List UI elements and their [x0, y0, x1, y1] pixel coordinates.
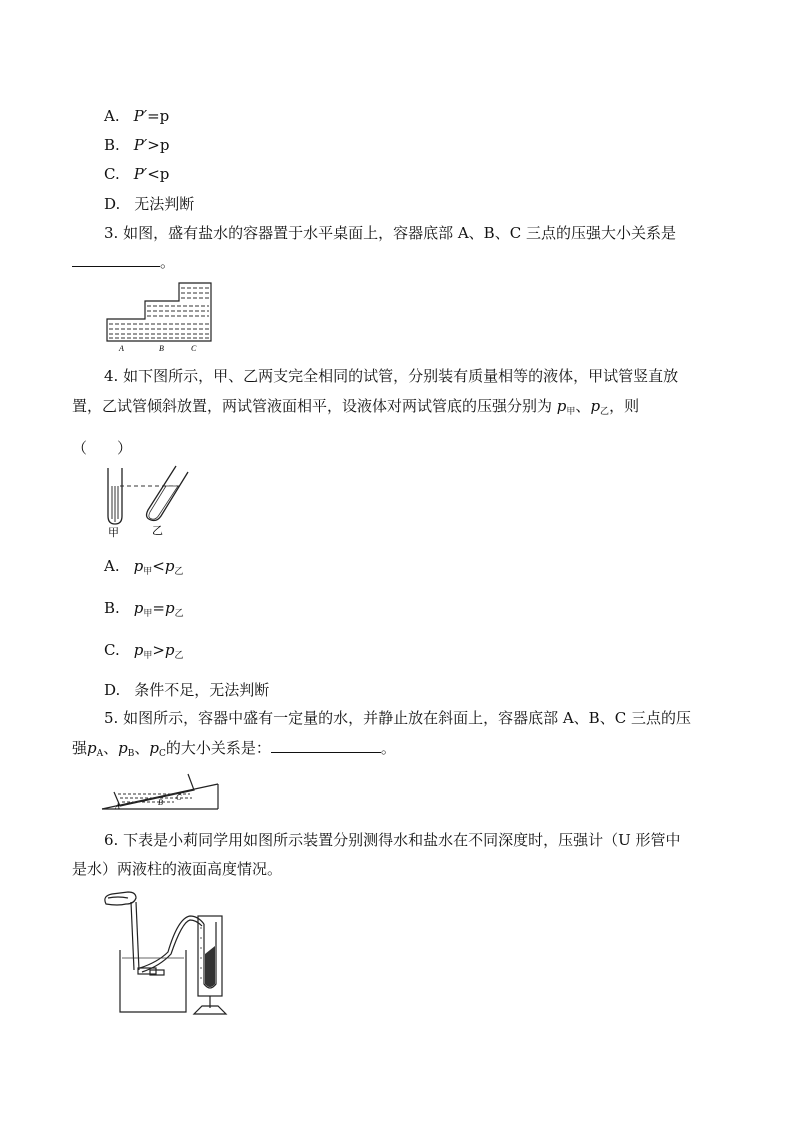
fig4-label-yi: 乙 — [152, 524, 163, 537]
q2-option-d: D. 无法判断 — [104, 195, 195, 213]
q5-text-line2: 强$p_A$、$p_B$、$p_C$的大小关系是： 。 — [72, 739, 396, 759]
test-tubes-figure — [100, 464, 196, 538]
q4-option-d: D. 条件不足，无法判断 — [104, 681, 270, 699]
q5-text-line1: 5. 如图所示，容器中盛有一定量的水，并静止放在斜面上，容器底部 A、B、C 三点的压 — [104, 709, 691, 727]
q4-answer-paren[interactable]: （ ） — [72, 439, 133, 457]
fig3-label-c: C — [191, 344, 197, 353]
q5-answer-blank[interactable] — [271, 738, 381, 753]
q6-text-line2: 是水）两液柱的液面高度情况。 — [72, 860, 283, 878]
q2-option-a: A. P′=p — [104, 107, 170, 125]
fig4-label-jia: 甲 — [108, 526, 119, 538]
fig3-label-a: A — [119, 344, 124, 353]
q3-answer-blank[interactable] — [72, 252, 160, 267]
q6-text-line1: 6. 下表是小莉同学用如图所示装置分别测得水和盐水在不同深度时，压强计（U 形管中 — [104, 831, 681, 849]
q3-text-line2: 。 — [72, 252, 175, 272]
fig3-label-b: B — [159, 344, 164, 353]
fig5-label-c: C — [176, 793, 182, 802]
q4-option-c: C. $p_甲>p_乙$ — [104, 641, 184, 661]
q4-text-line1: 4. 如下图所示，甲、乙两支完全相同的试管，分别装有质量相等的液体，甲试管竖直放 — [104, 367, 679, 385]
q2-option-b: B. P′>p — [104, 136, 170, 154]
q4-option-a: A. $p_甲<p_乙$ — [104, 557, 184, 577]
stepped-container-figure — [103, 279, 215, 353]
fig5-label-b: B — [158, 798, 163, 807]
pressure-gauge-apparatus-figure — [98, 888, 238, 1020]
fig5-label-a: A — [115, 802, 120, 811]
q4-text-line2: 置，乙试管倾斜放置，两试管液面相平，设液体对两试管底的压强分别为 $p_甲$、$p_乙$，则 — [72, 397, 640, 417]
q2-option-c: C. P′<p — [104, 165, 170, 183]
q3-text-line1: 3. 如图，盛有盐水的容器置于水平桌面上，容器底部 A、B、C 三点的压强大小关系是 — [104, 224, 676, 242]
q4-option-b: B. $p_甲=p_乙$ — [104, 599, 184, 619]
inclined-container-figure — [100, 764, 222, 812]
